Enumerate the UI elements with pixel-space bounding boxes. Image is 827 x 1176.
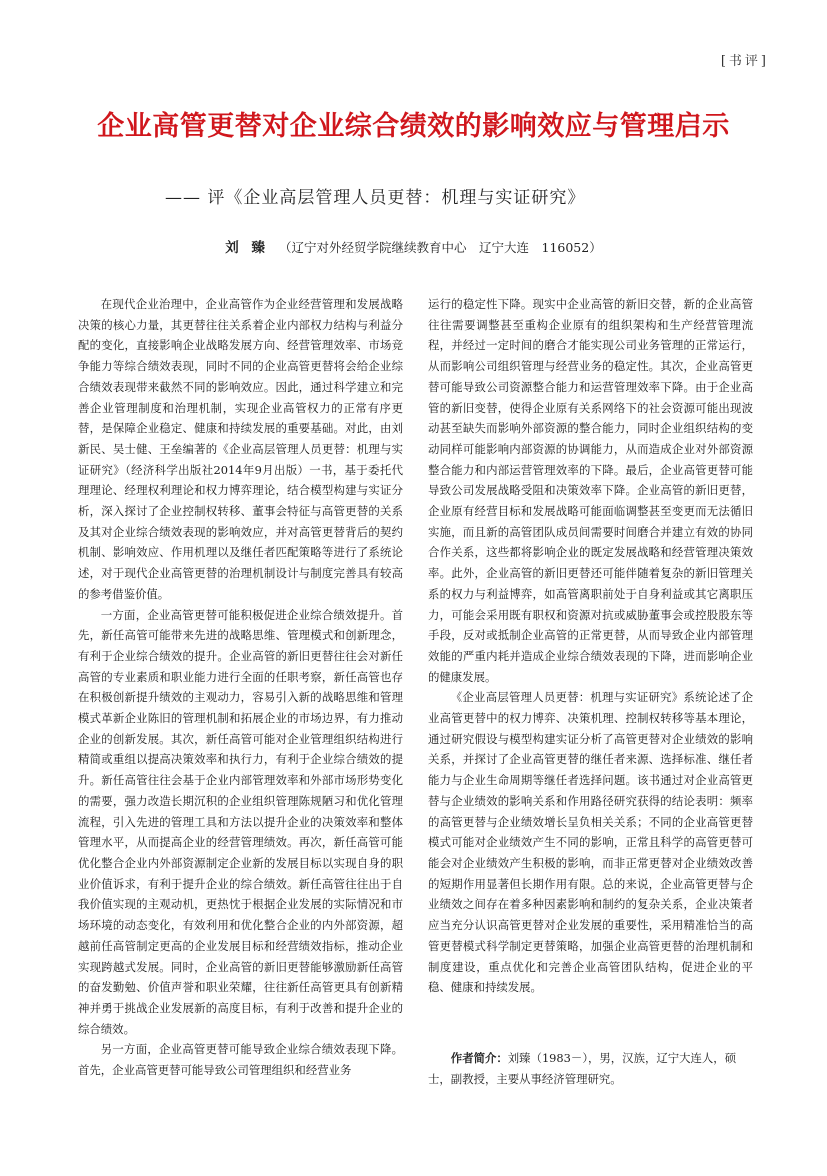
author-note bbox=[428, 1048, 753, 1090]
author-name: 刘 臻 bbox=[225, 240, 269, 256]
author-note-label: 作者简介： bbox=[450, 1051, 508, 1065]
left-column bbox=[78, 294, 403, 1081]
author-note-text: 刘臻（1983－），男，汉族，辽宁大连人，硕士，副教授，主要从事经济管理研究。 bbox=[428, 1051, 737, 1086]
section-tag: [书评] bbox=[720, 54, 769, 69]
byline bbox=[0, 236, 827, 256]
article-subtitle: —— 评《企业高层管理人员更替：机理与实证研究》 bbox=[165, 188, 586, 208]
author-affiliation: （辽宁对外经贸学院继续教育中心 辽宁大连 116052） bbox=[278, 240, 602, 255]
paragraph: 《企业高层管理人员更替：机理与实证研究》系统论述了企业高管更替中的权力博弈、决策机理、控制权转移等基本理论，通过研究假设与模型构建实证分析了高管更替对企业绩效的影响关系，并探讨了企业高管更替的继任者来源、选择标准、继任者能力与企业生命周期等继任者选择问题。该书通过对企业高管更替与企业绩效的影响关系和作用路径研究获得的结论表明：频率的高管更替与企业绩效增长呈负相关关系；不同的企业高管更替模式可能对企业绩效产生不同的影响，正常且科学的高管更替可能会对企业绩效产生积极的影响，而非正常更替对企业绩效改善的短期作用显著但长期作用有限。总的来说，企业高管更替与企业绩效之间存在着多种因素影响和制约的复杂关系，企业决策者应当充分认识高管更替对企业发展的重要性，采用精准恰当的高管更替模式科学制定更替策略，加强企业高管更替的治理机制和制度建设，重点优化和完善企业高管团队结构，促进企业的平稳、健康和持续发展。 bbox=[428, 690, 753, 995]
paragraph: 一方面，企业高管更替可能积极促进企业综合绩效提升。首先，新任高管可能带来先进的战略思维、管理模式和创新理念，有利于企业综合绩效的提升。企业高管的新旧更替往往会对新任高管的专业素质和职业能力进行全面的任职考察，新任高管也存在积极创新提升绩效的主观动力，容易引入新的战略思维和管理模式革新企业陈旧的管理机制和拓展企业的市场边界，有力推动企业的创新发展。其次，新任高管可能对企业管理组织结构进行精简或重组以提高决策效率和执行力，有利于企业综合绩效的提升。新任高管往往会基于企业内部管理效率和外部市场形势变化的需要，强力改造长期沉积的企业组织管理陈规陋习和优化管理流程，引入先进的管理工具和方法以提升企业的决策效率和整体管理水平，从而提高企业的经营管理绩效。再次，新任高管可能优化整合企业内外部资源制定企业新的发展目标以实现自身的职业价值诉求，有利于提升企业的综合绩效。新任高管往往出于自我价值实现的主观动机，更热忱于根据企业发展的实际情况和市场环境的动态变化，有效利用和优化整合企业的内外部资源，超越前任高管制定更高的企业发展目标和经营绩效指标，推动企业实现跨越式发展。同时，企业高管的新旧更替能够激励新任高管的奋发勤勉、价值声誉和职业荣耀，往往新任高管更具有创新精神并勇于挑战企业发展新的高度目标，有利于改善和提升企业的综合绩效。 bbox=[78, 607, 403, 1036]
article-title: 企业高管更替对企业综合绩效的影响效应与管理启示 bbox=[97, 111, 730, 142]
paragraph: 在现代企业治理中，企业高管作为企业经营管理和发展战略决策的核心力量，其更替往往关系着企业内部权力结构与利益分配的变化，直接影响企业战略发展方向、经营管理效率、市场竞争能力等综合绩效表现，同时不同的企业高管更替将会给企业综合绩效表现带来截然不同的影响效应。因此，通过科学建立和完善企业管理制度和治理机制，实现企业高管权力的正常有序更替，是保障企业稳定、健康和持续发展的重要基础。对此，由刘新民、吴士健、王垒编著的《企业高层管理人员更替：机理与实证研究》（经济科学出版社2014年9月出版）一书，基于委托代理理论、经理权利理论和权力博弈理论，结合模型构建与实证分析，深入探讨了企业控制权转移、董事会特征与高管更替的关系及其对企业综合绩效表现的影响效应，并对高管更替背后的契约机制、影响效应、作用机理以及继任者匹配策略等进行了系统论述，对于现代企业高管更替的治理机制设计与制度完善具有较高的参考借鉴价值。 bbox=[78, 297, 403, 601]
paragraph: 另一方面，企业高管更替可能导致企业综合绩效表现下降。首先，企业高管更替可能导致公司管理组织和经营业务 bbox=[78, 1042, 403, 1078]
paragraph-continued: 运行的稳定性下降。现实中企业高管的新旧交替，新的企业高管往往需要调整甚至重构企业原有的组织架构和生产经营管理流程，并经过一定时间的磨合才能实现公司业务管理的正常运行，从而影响公司组织管理与经营业务的稳定性。其次，企业高管更替可能导致公司资源整合能力和运营管理效率下降。由于企业高管的新旧变替，使得企业原有关系网络下的社会资源可能出现波动甚至缺失而影响外部资源的整合能力，同时企业组织结构的变动同样可能影响内部资源的协调能力，从而造成企业对外部资源整合能力和内部运营管理效率的下降。最后，企业高管更替可能导致公司发展战略受阻和决策效率下降。企业高管的新旧更替，企业原有经营目标和发展战略可能面临调整甚至变更而无法循旧实施，而且新的高管团队成员间需要时间磨合并建立有效的协同合作关系，这些都将影响企业的既定发展战略和经营管理决策效率。此外，企业高管的新旧更替还可能伴随着复杂的新旧管理关系的权力与利益博弈，如高管离职前处于自身利益或其它离职压力，可能会采用既有职权和资源对抗或威胁董事会或控股股东等手段，反对或抵制企业高管的正常更替，从而导致企业内部管理效能的严重内耗并造成企业综合绩效表现的下降，进而影响企业的健康发展。 bbox=[428, 297, 753, 684]
right-column bbox=[428, 294, 753, 998]
